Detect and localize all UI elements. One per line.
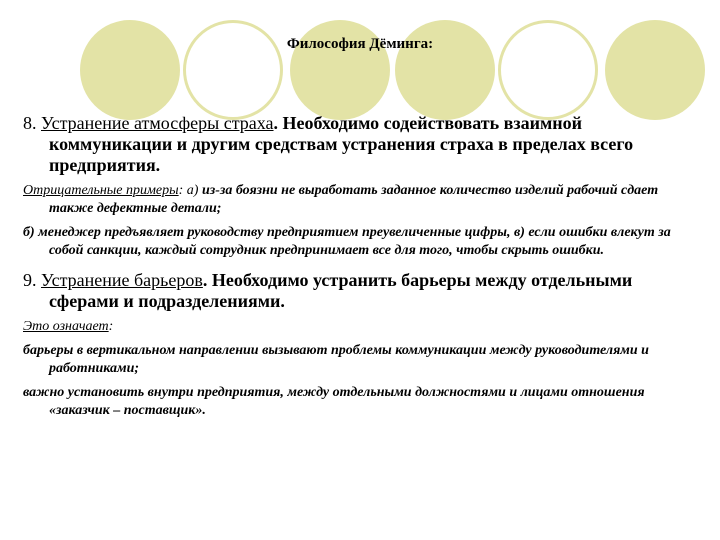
means-label-line [23, 318, 703, 336]
decor-ring [183, 20, 283, 120]
decor-circle [80, 20, 180, 120]
slide-title: Философия Дёминга: [286, 36, 434, 52]
decor-circle [605, 20, 705, 120]
means-item-2: важно установить внутри предприятия, между отдельными должностями и лицами отношения «заказчик – поставщик». [23, 385, 645, 418]
decor-ring [498, 20, 598, 120]
means-colon: : [108, 319, 114, 334]
negative-examples-colon: : а) [178, 183, 199, 198]
point-9-number: 9. [23, 270, 37, 290]
point-8 [23, 113, 703, 176]
point-9-body: . Необходимо устранить барьеры между отдельными сферами и подразделениями. [49, 270, 633, 311]
point-8-number: 8. [23, 113, 37, 133]
decor-circle [290, 20, 390, 120]
decor-circle [395, 20, 495, 120]
point-9 [23, 270, 703, 312]
point-8-body: . Необходимо содействовать взаимной коммуникации и другим средствам устранения страха в пределах всего предприятия. [49, 113, 634, 175]
means-item-1: барьеры в вертикальном направлении вызывают проблемы коммуникации между руководителями и работниками; [23, 343, 649, 376]
negative-example-a-text: из-за боязни не выработать заданное количество изделий рабочий сдает также дефектные детали; [49, 183, 659, 216]
negative-example-b: б) менеджер предъявляет руководству предприятием преувеличенные цифры, в) если ошибки влекут за собой санкции, каждый сотрудник предпринимает все для того, чтобы скрыть ошибки. [23, 225, 671, 258]
point-8-heading: Устранение атмосферы страха [41, 113, 274, 133]
slide-content [23, 113, 703, 420]
decorative-circles [0, 0, 720, 120]
negative-examples-a [23, 182, 703, 218]
means-label: Это означает [23, 319, 109, 334]
point-9-heading: Устранение барьеров [41, 270, 203, 290]
negative-examples-label: Отрицательные примеры [23, 183, 179, 198]
